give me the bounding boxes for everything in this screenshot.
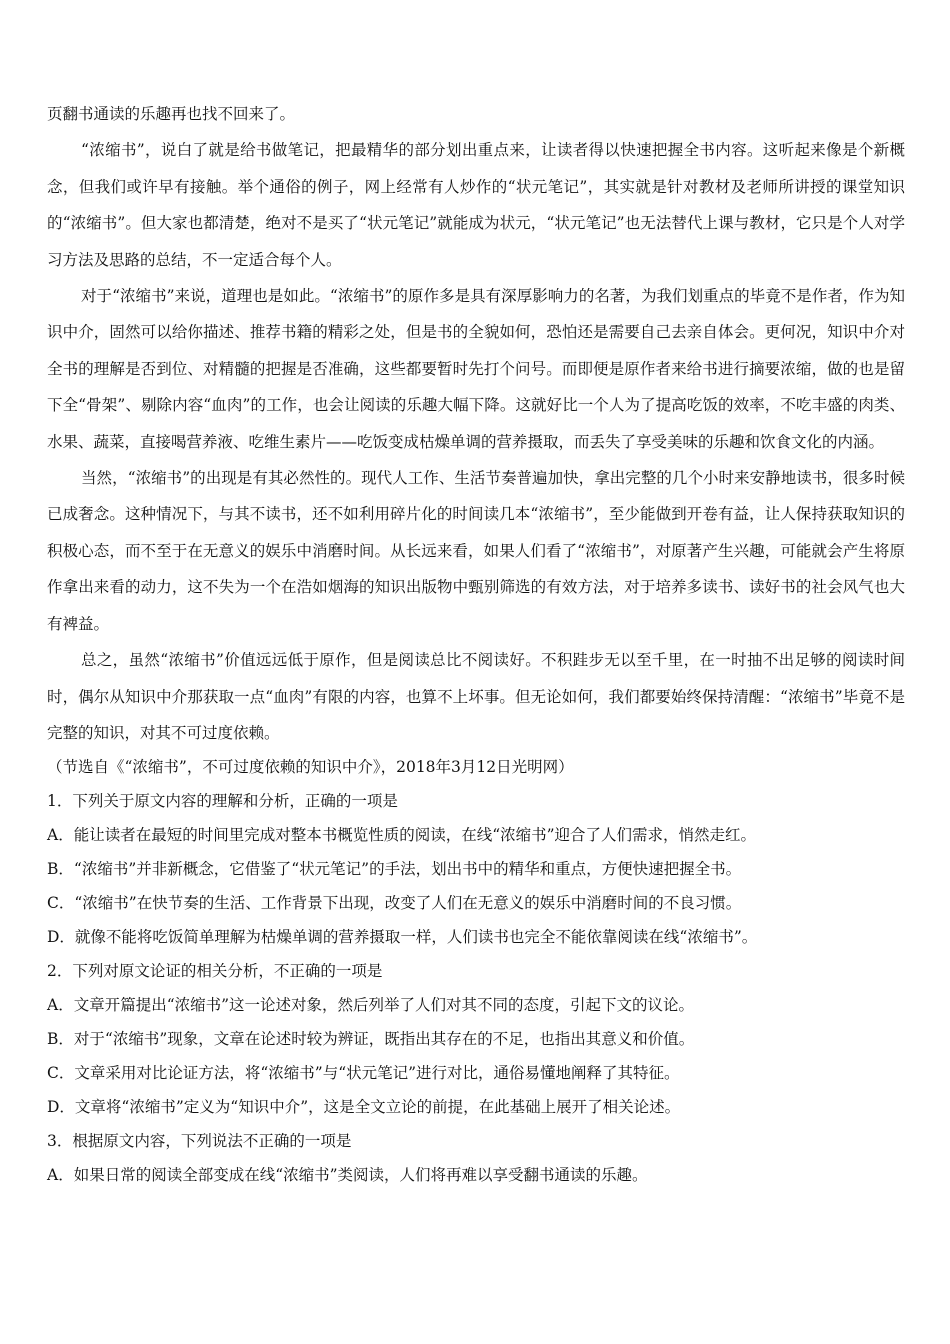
option-a: A．能让读者在最短的时间里完成对整本书概览性质的阅读，在线“浓缩书”迎合了人们需求，悄然走红。 bbox=[47, 826, 757, 845]
option-b: B．对于“浓缩书”现象，文章在论述时较为辨证，既指出其存在的不足，也指出其意义和价值。 bbox=[47, 1030, 695, 1049]
question-stem: 2．下列对原文论证的相关分析，不正确的一项是 bbox=[47, 962, 383, 981]
question-stem: 1．下列关于原文内容的理解和分析，正确的一项是 bbox=[47, 792, 398, 811]
passage-paragraph: 总之，虽然“浓缩书”价值远远低于原作，但是阅读总比不阅读好。不积跬步无以至千里，在一时抽不出足够的阅读时间时，偶尔从知识中介那获取一点“血肉”有限的内容，也算不上坏事。但无论如何，我们都要始终保持清醒：“浓缩书”毕竟不是完整的知识，对其不可过度依赖。 bbox=[47, 651, 905, 742]
passage-paragraph: “浓缩书”，说白了就是给书做笔记，把最精华的部分划出重点来，让读者得以快速把握全书内容。这听起来像是个新概念，但我们或许早有接触。举个通俗的例子，网上经常有人炒作的“状元笔记”，其实就是针对教材及老师所讲授的课堂知识的“浓缩书”。但大家也都清楚，绝对不是买了“状元笔记”就能成为状元，“状元笔记”也无法替代上课与教材，它只是个人对学习方法及思路的总结，不一定适合每个人。 bbox=[47, 141, 905, 269]
passage-paragraph: 当然，“浓缩书”的出现是有其必然性的。现代人工作、生活节奏普遍加快，拿出完整的几个小时来安静地读书，很多时候已成奢念。这种情况下，与其不读书，还不如利用碎片化的时间读几本“浓缩书”，至少能做到开卷有益，让人保持获取知识的积极心态，而不至于在无意义的娱乐中消磨时间。从长远来看，如果人们看了“浓缩书”，对原著产生兴趣，可能就会产生将原作拿出来看的动力，这不失为一个在浩如烟海的知识出版物中甄别筛选的有效方法，对于培养多读书、读好书的社会风气也大有裨益。 bbox=[47, 469, 905, 633]
passage-paragraph: 对于“浓缩书”来说，道理也是如此。“浓缩书”的原作多是具有深厚影响力的名著，为我们划重点的毕竟不是作者，作为知识中介，固然可以给你描述、推荐书籍的精彩之处，但是书的全貌如何，恐怕还是需要自己去亲自体会。更何况，知识中介对全书的理解是否到位、对精髓的把握是否准确，这些都要暂时先打个问号。而即便是原作者来给书进行摘要浓缩，做的也是留下全“骨架”、剔除内容“血肉”的工作，也会让阅读的乐趣大幅下降。这就好比一个人为了提高吃饭的效率，不吃丰盛的肉类、水果、蔬菜，直接喝营养液、吃维生素片——吃饭变成枯燥单调的营养摄取，而丢失了享受美味的乐趣和饮食文化的内涵。 bbox=[47, 287, 905, 451]
option-a: A．如果日常的阅读全部变成在线“浓缩书”类阅读，人们将再难以享受翻书通读的乐趣。 bbox=[47, 1166, 648, 1185]
passage-source: （节选自《“浓缩书”，不可过度依赖的知识中介》，2018年3月12日光明网） bbox=[47, 758, 574, 777]
option-a: A．文章开篇提出“浓缩书”这一论述对象，然后列举了人们对其不同的态度，引起下文的议论。 bbox=[47, 996, 695, 1015]
option-c: C．“浓缩书”在快节奏的生活、工作背景下出现，改变了人们在无意义的娱乐中消磨时间的不良习惯。 bbox=[47, 894, 742, 913]
option-d: D．就像不能将吃饭简单理解为枯燥单调的营养摄取一样，人们读书也完全不能依靠阅读在线“浓缩书”。 bbox=[47, 928, 758, 947]
question-3 bbox=[47, 1124, 905, 1192]
question-2 bbox=[47, 954, 905, 1124]
passage-paragraph-continued: 页翻书通读的乐趣再也找不回来了。 bbox=[47, 105, 296, 123]
option-b: B．“浓缩书”并非新概念，它借鉴了“状元笔记”的手法，划出书中的精华和重点，方便快速把握全书。 bbox=[47, 860, 742, 879]
option-c: C．文章采用对比论证方法，将“浓缩书”与“状元笔记”进行对比，通俗易懂地阐释了其特征。 bbox=[47, 1064, 680, 1083]
document-page bbox=[47, 96, 905, 1192]
question-stem: 3．根据原文内容，下列说法不正确的一项是 bbox=[47, 1132, 352, 1151]
option-d: D．文章将“浓缩书”定义为“知识中介”，这是全文立论的前提，在此基础上展开了相关论述。 bbox=[47, 1098, 681, 1117]
question-1 bbox=[47, 784, 905, 954]
